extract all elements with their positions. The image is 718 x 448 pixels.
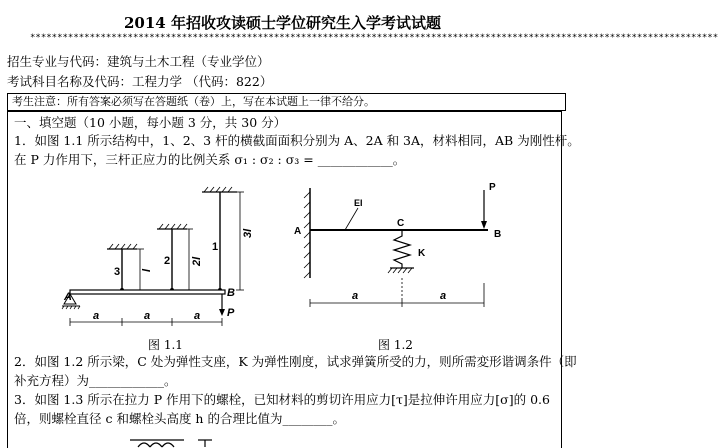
question-1-line-2: 在 P 力作用下，三杆正应力的比例关系 σ₁ : σ₂ : σ₃ = ____________。 (14, 152, 406, 167)
question-3-line-1: 3．如图 1.3 所示在拉力 P 作用下的螺栓，已知材料的剪切许用应力[τ]是拉伸许用应力[σ]的 0.6 (14, 392, 550, 407)
fig11-dim-l: l (141, 268, 153, 272)
fig12-label-ei: EI (354, 198, 363, 208)
fig11-label-b: B (227, 287, 235, 299)
fig12-label-c: C (397, 218, 405, 229)
major-line: 招生专业与代码：建筑与土木工程（专业学位） (7, 54, 270, 69)
question-3-line-2: 倍，则螺栓直径 c 和螺栓头高度 h 的合理比值为________。 (14, 411, 345, 426)
fig12-label-b: B (494, 229, 502, 240)
subject-line: 考试科目名称及代码：工程力学 （代码：822） (7, 74, 273, 89)
fig11-rod-1: 1 (212, 241, 219, 253)
fig11-dim-a1: a (93, 310, 100, 322)
fig11-dim-2l: 2l (191, 256, 203, 266)
question-1-line-1: 1．如图 1.1 所示结构中，1、2、3 杆的横截面面积分别为 A、2A 和 3A，材料相同，AB 为刚性杆。 (14, 133, 580, 148)
fig12-dim-a2: a (440, 290, 447, 302)
fig11-dim-3l: 3l (242, 228, 254, 238)
fig12-label-p: P (489, 182, 496, 193)
figure-1-2-caption: 图 1.2 (378, 338, 413, 352)
fig12-label-a: A (294, 226, 302, 237)
fig11-rod-3: 3 (114, 266, 121, 278)
fig11-label-a: A (64, 291, 72, 303)
notice-text: 考生注意：所有答案必须写在答题纸（卷）上，写在本试题上一律不给分。 (12, 95, 375, 108)
question-2-line-1: 2．如图 1.2 所示梁，C 处为弹性支座，K 为弹性刚度，试求弹簧所受的力，则所需変形谐调条件（即 (14, 354, 577, 369)
figure-1-3-partial (120, 430, 230, 447)
fig12-label-k: K (418, 248, 426, 259)
figure-1-2 (290, 178, 520, 328)
fig11-dim-a2: a (144, 310, 151, 322)
fig11-rod-2: 2 (164, 255, 171, 267)
figure-1-1 (62, 180, 252, 335)
section-heading: 一、填空题（10 小题，每小题 3 分，共 30 分） (14, 115, 287, 130)
fig11-label-p: P (227, 307, 235, 319)
figure-1-1-caption: 图 1.1 (148, 338, 183, 352)
notice-box (7, 93, 566, 111)
exam-title: 2014 年招收攻读硕士学位研究生入学考试试题 (124, 14, 441, 32)
title-divider: ******************************************************************************************************************************* (30, 33, 718, 43)
fig11-dim-a3: a (194, 310, 201, 322)
question-2-line-2: 补充方程）为____________。 (14, 373, 177, 388)
fig12-dim-a1: a (352, 290, 359, 302)
